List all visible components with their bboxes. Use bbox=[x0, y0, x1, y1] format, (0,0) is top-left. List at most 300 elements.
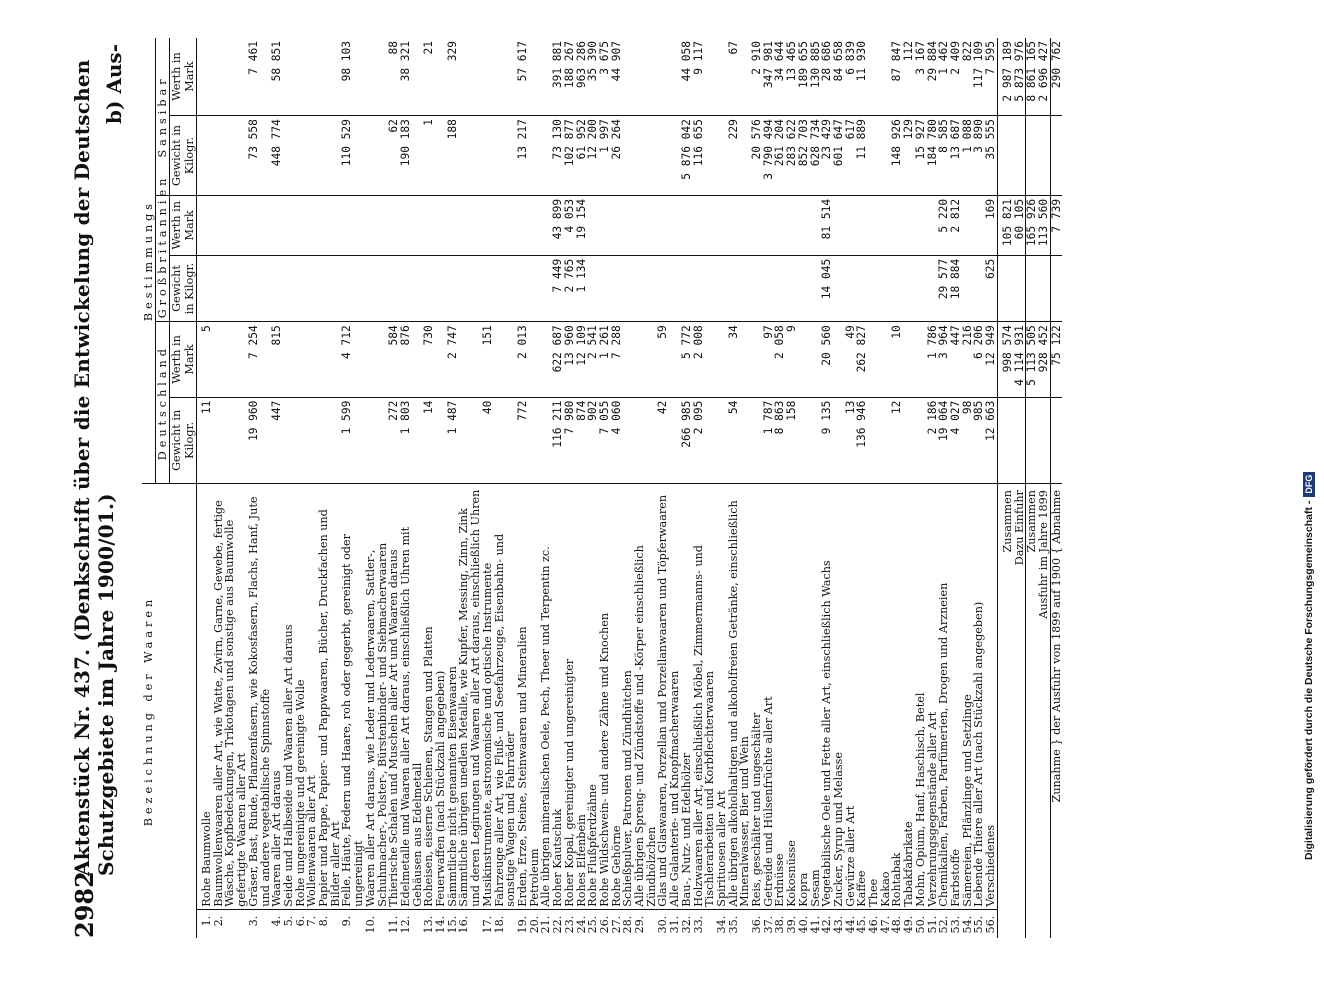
subheader-value: Werth in Mark bbox=[170, 195, 197, 255]
row-description: Gräser, Bast, Rinde, Pflanzenfasern, wie Kokosfasern, Flachs, Hanf, Jute und andere vegetabilische Spinnstoffe bbox=[248, 484, 271, 910]
row-number: 10. bbox=[363, 915, 377, 934]
weight-cell: 601 647 bbox=[833, 116, 845, 196]
value-cell bbox=[197, 38, 213, 116]
weight-cell: 985 bbox=[973, 397, 985, 483]
value-cell: 998 574 bbox=[997, 322, 1013, 397]
value-cell: 2 409 bbox=[950, 38, 962, 116]
row-description: Kopra bbox=[798, 484, 810, 910]
weight-cell bbox=[657, 255, 669, 322]
row-number: 30. bbox=[656, 915, 670, 934]
weight-cell: 73 558 bbox=[248, 116, 271, 196]
weight-cell: 1 134 bbox=[576, 255, 588, 322]
value-cell: 7 739 bbox=[1050, 195, 1062, 255]
weight-cell bbox=[681, 255, 693, 322]
table-row bbox=[891, 38, 903, 938]
totals-row bbox=[1038, 38, 1050, 938]
row-number: 31. bbox=[668, 915, 682, 934]
weight-cell: 1 803 bbox=[400, 397, 423, 483]
value-cell bbox=[716, 195, 728, 255]
value-cell bbox=[622, 322, 634, 397]
value-cell bbox=[529, 322, 541, 397]
weight-cell: 7 055 bbox=[599, 397, 611, 483]
row-description: Seide und Halbseide und Waaren aller Art daraus bbox=[283, 484, 295, 910]
weight-cell: 4 027 bbox=[950, 397, 962, 483]
value-cell bbox=[798, 195, 810, 255]
row-description: Sämereien, Pflänzlinge und Setzlinge bbox=[962, 484, 974, 910]
weight-cell: 190 183 bbox=[400, 116, 423, 196]
weight-cell bbox=[751, 397, 763, 483]
row-description: Farbstoffe bbox=[950, 484, 962, 910]
weight-cell: 852 703 bbox=[798, 116, 810, 196]
row-description: Erdnüsse bbox=[774, 484, 786, 910]
weight-cell: 229 bbox=[728, 116, 751, 196]
row-number: 55. bbox=[972, 915, 986, 934]
weight-cell: 772 bbox=[517, 397, 529, 483]
row-number: 41. bbox=[808, 915, 822, 934]
weight-cell: 26 264 bbox=[611, 116, 623, 196]
value-cell: 12 949 bbox=[985, 322, 997, 397]
value-cell: 876 bbox=[400, 322, 423, 397]
row-number: 52. bbox=[937, 915, 951, 934]
weight-cell bbox=[482, 255, 494, 322]
weight-cell bbox=[213, 397, 248, 483]
value-cell: 169 bbox=[985, 195, 997, 255]
value-cell: 105 821 bbox=[997, 195, 1013, 255]
value-cell: 2 747 bbox=[447, 322, 459, 397]
weight-cell bbox=[1050, 116, 1062, 196]
value-cell bbox=[318, 322, 341, 397]
value-cell bbox=[435, 322, 447, 397]
weight-cell bbox=[306, 255, 318, 322]
weight-cell: 102 877 bbox=[564, 116, 576, 196]
weight-cell: 7 449 bbox=[552, 255, 564, 322]
weight-cell bbox=[365, 397, 388, 483]
row-description: Rohe Gehörne bbox=[611, 484, 623, 910]
value-cell: 43 899 bbox=[552, 195, 564, 255]
value-cell: 928 452 bbox=[1038, 322, 1050, 397]
weight-cell: 3 890 bbox=[973, 116, 985, 196]
table-totals bbox=[997, 38, 1062, 938]
value-cell: 97 bbox=[763, 322, 775, 397]
row-description: Baumwollenwaaren aller Art, wie Watte, Zwirn, Garne, Gewebe, fertige Wäsche, Kopfbedeckungen, Trikotagen und sonstige aus Baumwolle gefertigte Waaren aller Art bbox=[213, 484, 248, 910]
value-cell: 7 254 bbox=[248, 322, 271, 397]
value-cell bbox=[306, 38, 318, 116]
row-number: 3. bbox=[246, 915, 260, 927]
value-cell bbox=[891, 195, 903, 255]
row-description: Reis, geschälter und ungeschälter bbox=[751, 484, 763, 910]
row-number: 19. bbox=[515, 915, 529, 934]
weight-cell bbox=[611, 255, 623, 322]
value-cell: 347 981 bbox=[763, 38, 775, 116]
row-description: Mohn, Opium, Hanf, Haschisch, Betel bbox=[915, 484, 927, 910]
weight-cell: 4 060 bbox=[611, 397, 623, 483]
value-cell: 2 058 bbox=[774, 322, 786, 397]
weight-cell: 3 790 494 bbox=[763, 116, 775, 196]
weight-cell: 261 204 bbox=[774, 116, 786, 196]
weight-cell bbox=[365, 255, 388, 322]
value-cell bbox=[365, 38, 388, 116]
value-cell: 822 bbox=[962, 38, 974, 116]
weight-cell bbox=[1014, 397, 1026, 483]
weight-cell bbox=[763, 255, 775, 322]
value-cell: 151 bbox=[482, 322, 494, 397]
page-title: Aktenstück Nr. 437. (Denkschrift über die Entwickelung der Deutschen Schutzgebiete im Jahre 1900/01.) bbox=[70, 59, 118, 876]
value-cell bbox=[365, 195, 388, 255]
row-description: Kaffee bbox=[856, 484, 868, 910]
value-cell: 1 786 bbox=[927, 322, 939, 397]
weight-cell: 1 bbox=[423, 116, 435, 196]
value-cell: 1 261 bbox=[599, 322, 611, 397]
weight-cell bbox=[833, 255, 845, 322]
weight-cell: 11 889 bbox=[856, 116, 868, 196]
weight-cell bbox=[774, 255, 786, 322]
row-number: 12. bbox=[398, 915, 412, 934]
table-row bbox=[634, 38, 657, 938]
row-number: 24. bbox=[574, 915, 588, 934]
weight-cell bbox=[868, 255, 880, 322]
value-cell bbox=[786, 195, 798, 255]
value-cell: 11 930 bbox=[856, 38, 868, 116]
row-number: 2. bbox=[211, 915, 225, 927]
weight-cell bbox=[798, 255, 810, 322]
value-cell: 7 461 bbox=[248, 38, 271, 116]
weight-cell: 42 bbox=[657, 397, 669, 483]
weight-cell bbox=[435, 255, 447, 322]
row-number: 49. bbox=[902, 915, 916, 934]
value-cell: 262 827 bbox=[856, 322, 868, 397]
weight-cell bbox=[365, 116, 388, 196]
row-description: Alle übrigen Spreng- und Zündstoffe und -Körper einschließlich Zündhölzchen bbox=[634, 484, 657, 910]
value-cell: 34 bbox=[728, 322, 751, 397]
row-description: Glas und Glaswaaren, Porzellan und Porzellanwaaren und Töpferwaaren bbox=[657, 484, 669, 910]
weight-cell: 14 bbox=[423, 397, 435, 483]
row-description: Holzwaaren aller Art, einschließlich Möbel, Zimmermanns- und Tischlerarbeiten und Korbflechterwaaren bbox=[693, 484, 716, 910]
table-row bbox=[564, 38, 576, 938]
weight-cell: 136 946 bbox=[856, 397, 868, 483]
weight-cell: 902 bbox=[587, 397, 599, 483]
weight-cell bbox=[529, 116, 541, 196]
weight-cell: 14 045 bbox=[821, 255, 833, 322]
weight-cell bbox=[587, 255, 599, 322]
totals-row bbox=[1026, 38, 1038, 938]
weight-cell bbox=[458, 397, 481, 483]
weight-cell: 12 200 bbox=[587, 116, 599, 196]
value-cell bbox=[868, 38, 880, 116]
weight-cell: 874 bbox=[576, 397, 588, 483]
value-cell: 391 881 bbox=[552, 38, 564, 116]
weight-cell bbox=[657, 116, 669, 196]
value-cell bbox=[365, 322, 388, 397]
row-number: 18. bbox=[492, 915, 506, 934]
value-cell: 67 bbox=[728, 38, 751, 116]
weight-cell bbox=[856, 255, 868, 322]
table-row bbox=[798, 38, 810, 938]
weight-cell: 129 bbox=[903, 116, 915, 196]
totals-row bbox=[997, 38, 1013, 938]
page-header bbox=[48, 38, 126, 938]
row-description: Edelmetalle und Waaren aller Art daraus, einschließlich Uhren mit Gehäusen aus Edelmetall bbox=[400, 484, 423, 910]
weight-cell bbox=[435, 116, 447, 196]
value-cell: 4 114 931 bbox=[1014, 322, 1026, 397]
weight-cell bbox=[283, 116, 295, 196]
weight-cell bbox=[716, 397, 728, 483]
value-cell bbox=[622, 38, 634, 116]
weight-cell: 116 211 bbox=[552, 397, 564, 483]
row-description: Verzehrungsgegenstände aller Art bbox=[927, 484, 939, 910]
page-subtitle: b) Aus- bbox=[102, 44, 126, 125]
row-number: 34. bbox=[714, 915, 728, 934]
digitization-text: Digitalisierung gefördert durch die Deutsche Forschungsgemeinschaft - bbox=[1303, 500, 1315, 860]
table-row bbox=[973, 38, 985, 938]
weight-cell: 13 687 bbox=[950, 116, 962, 196]
weight-cell bbox=[891, 255, 903, 322]
row-description: Fahrzeuge aller Art, wie Fluß- und Seefahrzeuge, Eisenbahn- und sonstige Wagen und Fahrräder bbox=[494, 484, 517, 910]
totals-label: Zusammen bbox=[997, 484, 1013, 938]
row-number: 7. bbox=[305, 915, 319, 927]
weight-cell bbox=[295, 397, 307, 483]
weight-cell bbox=[494, 397, 517, 483]
value-cell bbox=[599, 195, 611, 255]
weight-cell bbox=[388, 255, 400, 322]
value-cell bbox=[213, 38, 248, 116]
value-cell: 6 839 bbox=[845, 38, 857, 116]
value-cell: 7 288 bbox=[611, 322, 623, 397]
row-number: 50. bbox=[913, 915, 927, 934]
table-row bbox=[400, 38, 423, 938]
weight-cell: 20 576 bbox=[751, 116, 763, 196]
weight-cell bbox=[197, 116, 213, 196]
weight-cell bbox=[494, 255, 517, 322]
weight-cell bbox=[447, 255, 459, 322]
weight-cell bbox=[271, 255, 283, 322]
value-cell bbox=[693, 195, 716, 255]
value-cell bbox=[681, 195, 693, 255]
row-description: Roher Kautschuk bbox=[552, 484, 564, 910]
row-number: 16. bbox=[457, 915, 471, 934]
value-cell: 290 762 bbox=[1050, 38, 1062, 116]
value-cell bbox=[634, 195, 657, 255]
value-cell bbox=[903, 195, 915, 255]
value-cell: 8 861 165 bbox=[1026, 38, 1038, 116]
weight-cell: 116 655 bbox=[693, 116, 716, 196]
value-cell: 12 109 bbox=[576, 322, 588, 397]
value-cell: 5 873 976 bbox=[1014, 38, 1026, 116]
weight-cell bbox=[248, 255, 271, 322]
value-cell: 1 462 bbox=[938, 38, 950, 116]
row-description: Roheisen, eiserne Schienen, Stangen und Platten bbox=[423, 484, 435, 910]
weight-cell: 29 577 bbox=[938, 255, 950, 322]
value-cell: 2 013 bbox=[517, 322, 529, 397]
value-cell: 4 053 bbox=[564, 195, 576, 255]
weight-cell bbox=[318, 397, 341, 483]
value-cell bbox=[915, 322, 927, 397]
row-description: Lebende Thiere aller Art (nach Stückzahl angegeben) bbox=[973, 484, 985, 910]
weight-cell bbox=[435, 397, 447, 483]
row-number: 39. bbox=[785, 915, 799, 934]
weight-cell bbox=[716, 116, 728, 196]
value-cell: 130 885 bbox=[810, 38, 822, 116]
value-cell: 58 851 bbox=[271, 38, 283, 116]
row-description: Rohe ungereinigte und gereinigte Wolle bbox=[295, 484, 307, 910]
weight-cell bbox=[693, 255, 716, 322]
value-cell: 5 113 505 bbox=[1026, 322, 1038, 397]
value-cell: 84 658 bbox=[833, 38, 845, 116]
weight-cell bbox=[529, 397, 541, 483]
value-cell bbox=[868, 195, 880, 255]
value-cell: 165 926 bbox=[1026, 195, 1038, 255]
row-description: Kakao bbox=[880, 484, 892, 910]
value-cell: 112 bbox=[903, 38, 915, 116]
value-cell bbox=[458, 38, 481, 116]
weight-cell: 148 926 bbox=[891, 116, 903, 196]
value-cell: 44 058 bbox=[681, 38, 693, 116]
value-cell bbox=[880, 195, 892, 255]
value-cell bbox=[716, 38, 728, 116]
row-description: Sämmtliche nicht genannten Eisenwaaren bbox=[447, 484, 459, 910]
weight-cell bbox=[458, 116, 481, 196]
row-description: Alle übrigen alkoholhaltigen und alkoholfreien Getränke, einschließlich Mineralwasser, Bier und Wein bbox=[728, 484, 751, 910]
table-row bbox=[283, 38, 295, 938]
table-row bbox=[833, 38, 845, 938]
table-row bbox=[248, 38, 271, 938]
weight-cell: 35 555 bbox=[985, 116, 997, 196]
weight-cell: 283 622 bbox=[786, 116, 798, 196]
weight-cell bbox=[868, 116, 880, 196]
row-description: Musikinstrumente, astronomische und optische Instrumente bbox=[482, 484, 494, 910]
col-header-destination: Bestimmungs bbox=[142, 38, 156, 484]
value-cell bbox=[283, 322, 295, 397]
row-number: 23. bbox=[562, 915, 576, 934]
row-number: 32. bbox=[679, 915, 693, 934]
value-cell bbox=[306, 322, 318, 397]
value-cell bbox=[845, 195, 857, 255]
weight-cell bbox=[283, 255, 295, 322]
row-description: Thee bbox=[868, 484, 880, 910]
table-row bbox=[341, 38, 364, 938]
value-cell bbox=[587, 195, 599, 255]
value-cell: 2 541 bbox=[587, 322, 599, 397]
row-number: 46. bbox=[867, 915, 881, 934]
value-cell: 88 bbox=[388, 38, 400, 116]
weight-cell bbox=[622, 255, 634, 322]
value-cell bbox=[318, 38, 341, 116]
weight-cell bbox=[213, 255, 248, 322]
value-cell bbox=[634, 322, 657, 397]
value-cell: 87 847 bbox=[891, 38, 903, 116]
row-description: Rohe Flußpferdzähne bbox=[587, 484, 599, 910]
weight-cell bbox=[529, 255, 541, 322]
row-number: 1. bbox=[200, 915, 213, 927]
value-cell bbox=[798, 322, 810, 397]
row-number: 47. bbox=[878, 915, 892, 934]
group-header-britain: Großbritannien bbox=[156, 195, 170, 321]
row-description: Erden, Erze, Steine, Steinwaaren und Mineralien bbox=[517, 484, 529, 910]
value-cell bbox=[213, 195, 248, 255]
value-cell: 28 686 bbox=[821, 38, 833, 116]
row-number: 35. bbox=[726, 915, 740, 934]
weight-cell bbox=[868, 397, 880, 483]
value-cell bbox=[962, 195, 974, 255]
value-cell bbox=[833, 195, 845, 255]
weight-cell bbox=[880, 255, 892, 322]
value-cell: 35 390 bbox=[587, 38, 599, 116]
row-number: 36. bbox=[750, 915, 764, 934]
weight-cell bbox=[1026, 255, 1038, 322]
weight-cell: 18 884 bbox=[950, 255, 962, 322]
row-description: Vegetabilische Oele und Fette aller Art, einschließlich Wachs bbox=[821, 484, 833, 910]
weight-cell: 73 130 bbox=[552, 116, 564, 196]
value-cell bbox=[833, 322, 845, 397]
table-row bbox=[880, 38, 892, 938]
value-cell bbox=[517, 195, 529, 255]
value-cell: 7 595 bbox=[985, 38, 997, 116]
table-row bbox=[938, 38, 950, 938]
value-cell bbox=[728, 195, 751, 255]
row-number: 48. bbox=[890, 915, 904, 934]
row-description: Alle übrigen mineralischen Oele, Pech, Theer und Terpentin zc. bbox=[540, 484, 552, 910]
row-number: 43. bbox=[831, 915, 845, 934]
value-cell: 10 bbox=[891, 322, 903, 397]
row-number: 5. bbox=[281, 915, 295, 927]
row-number: 15. bbox=[445, 915, 459, 934]
col-header-description: Bezeichnung der Waaren bbox=[142, 484, 197, 938]
weight-cell bbox=[786, 255, 798, 322]
row-number: 56. bbox=[984, 915, 998, 934]
value-cell bbox=[868, 322, 880, 397]
weight-cell: 1 997 bbox=[599, 116, 611, 196]
weight-cell: 11 bbox=[197, 397, 213, 483]
weight-cell: 15 927 bbox=[915, 116, 927, 196]
row-description: Alle Galanterie- und Knopfmacherwaaren bbox=[669, 484, 681, 910]
digitization-note bbox=[1303, 472, 1315, 860]
value-cell: 622 687 bbox=[552, 322, 564, 397]
value-cell bbox=[283, 195, 295, 255]
weight-cell bbox=[318, 116, 341, 196]
table-row bbox=[774, 38, 786, 938]
table-row bbox=[763, 38, 775, 938]
value-cell: 189 655 bbox=[798, 38, 810, 116]
row-description: Wollenwaaren aller Art bbox=[306, 484, 318, 910]
weight-cell: 8 585 bbox=[938, 116, 950, 196]
weight-cell: 40 bbox=[482, 397, 494, 483]
value-cell bbox=[611, 195, 623, 255]
weight-cell: 62 bbox=[388, 116, 400, 196]
value-cell: 57 617 bbox=[517, 38, 529, 116]
value-cell bbox=[388, 195, 400, 255]
subheader-value: Werth in Mark bbox=[170, 38, 197, 116]
value-cell: 2 812 bbox=[950, 195, 962, 255]
value-cell: 4 712 bbox=[341, 322, 364, 397]
page-number: 2982 bbox=[70, 871, 99, 938]
weight-cell bbox=[622, 397, 634, 483]
weight-cell bbox=[716, 255, 728, 322]
weight-cell bbox=[1026, 397, 1038, 483]
totals-label: Zusammen bbox=[1026, 484, 1038, 938]
table-row bbox=[786, 38, 798, 938]
value-cell: 34 644 bbox=[774, 38, 786, 116]
totals-label: Dazu Einfuhr bbox=[1012, 490, 1026, 566]
weight-cell: 13 bbox=[845, 397, 857, 483]
row-description: Rohe Baumwolle bbox=[197, 484, 213, 910]
row-description: Waaren aller Art daraus, wie Leder und Lederwaaren, Sattler-, Schuhmacher-, Polster-, Bürstenbinder- und Siebmacherwaaren bbox=[365, 484, 388, 910]
weight-cell: 158 bbox=[786, 397, 798, 483]
row-number: 33. bbox=[691, 915, 705, 934]
subheader-value: Werth in Mark bbox=[170, 322, 197, 397]
weight-cell: 12 663 bbox=[985, 397, 997, 483]
dfg-logo: DFG bbox=[1303, 472, 1315, 497]
value-cell: 5 220 bbox=[938, 195, 950, 255]
value-cell bbox=[763, 195, 775, 255]
